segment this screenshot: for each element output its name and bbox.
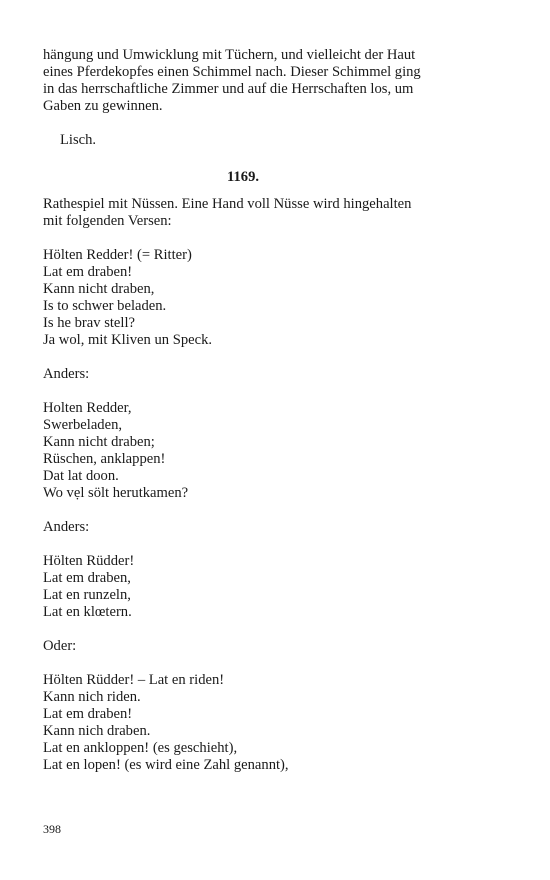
text-line: mit folgenden Versen: — [43, 213, 172, 229]
attribution: Lisch. — [60, 132, 97, 148]
text-line: Rathespiel mit Nüssen. Eine Hand voll Nüsse wird hingehalten — [43, 196, 412, 212]
verse-line: Dat lat doon. — [43, 468, 119, 484]
text-line: Gaben zu gewinnen. — [43, 98, 163, 114]
verse-line: Holten Redder, — [43, 400, 132, 416]
verse-line: Lat en klœtern. — [43, 604, 132, 620]
verse-line: Lat em draben, — [43, 570, 131, 586]
verse-line: Wo vẹl sölt herutkamen? — [43, 485, 189, 501]
verse-line: Kann nich riden. — [43, 689, 141, 705]
verse-line: Hölten Rüdder! — [43, 553, 135, 569]
verse-line: Lat em draben! — [43, 706, 133, 722]
verse-line: Rüschen, anklappen! — [43, 451, 166, 467]
verse-line: Ja wol, mit Kliven un Speck. — [43, 332, 213, 348]
verse-line: Hölten Rüdder! – Lat en riden! — [43, 672, 225, 688]
verse-block-2 — [43, 400, 443, 502]
verse-line: Lat en ankloppen! (es geschieht), — [43, 740, 238, 756]
verse-block-1 — [43, 247, 443, 349]
page-body — [43, 47, 443, 774]
text-line: eines Pferdekopfes einen Schimmel nach. Dieser Schimmel ging — [43, 64, 421, 80]
verse-line: Swerbeladen, — [43, 417, 123, 433]
verse-line: Lat en runzeln, — [43, 587, 131, 603]
text-line: hängung und Umwicklung mit Tüchern, und vielleicht der Haut — [43, 47, 416, 63]
verse-line: Kann nicht draben, — [43, 281, 155, 297]
verse-line: Is to schwer beladen. — [43, 298, 167, 314]
verse-line: Is he brav stell? — [43, 315, 135, 331]
section-heading: 1169. — [226, 169, 260, 185]
variant-label: Anders: — [43, 519, 90, 535]
intro-paragraph — [43, 47, 443, 115]
verse-line: Hölten Redder! (= Ritter) — [43, 247, 192, 263]
verse-block-3 — [43, 553, 443, 621]
verse-block-4 — [43, 672, 443, 774]
verse-line: Lat en lopen! (es wird eine Zahl genannt), — [43, 757, 289, 773]
verse-line: Kann nich draben. — [43, 723, 151, 739]
variant-label: Oder: — [43, 638, 77, 654]
text-line: in das herrschaftliche Zimmer und auf die Herrschaften los, um — [43, 81, 414, 97]
verse-line: Lat em draben! — [43, 264, 133, 280]
verse-line: Kann nicht draben; — [43, 434, 155, 450]
description-paragraph — [43, 196, 443, 230]
variant-label: Anders: — [43, 366, 90, 382]
page-number: 398 — [43, 822, 61, 836]
